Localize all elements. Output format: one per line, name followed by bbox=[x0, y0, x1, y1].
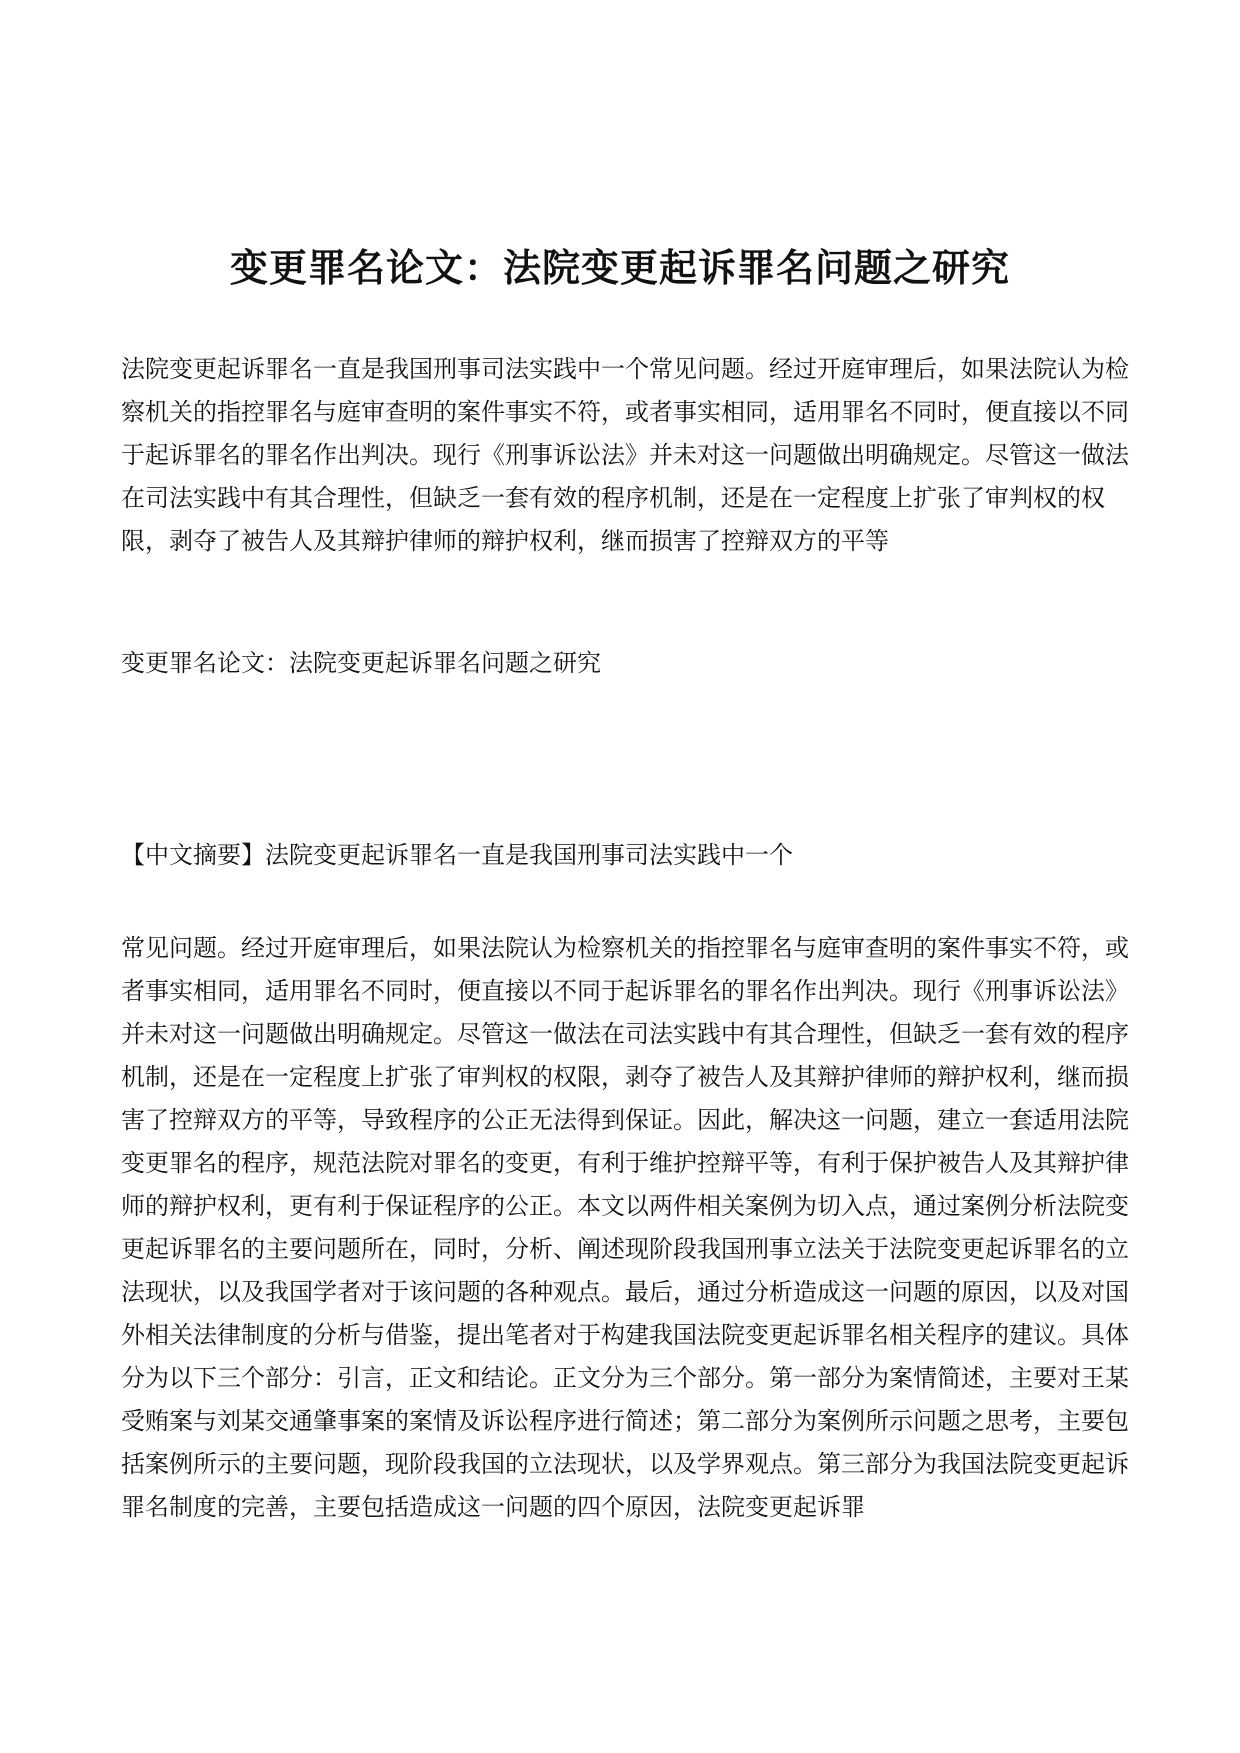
abstract-body-paragraph: 常见问题。经过开庭审理后，如果法院认为检察机关的指控罪名与庭审查明的案件事实不符，或者事实相同，适用罪名不同时，便直接以不同于起诉罪名的罪名作出判决。现行《刑事诉讼法》并未对这一问题做出明确规定。尽管这一做法在司法实践中有其合理性，但缺乏一套有效的程序机制，还是在一定程度上扩张了审判权的权限，剥夺了被告人及其辩护律师的辩护权利，继而损害了控辩双方的平等，导致程序的公正无法得到保证。因此，解决这一问题，建立一套适用法院变更罪名的程序，规范法院对罪名的变更，有利于维护控辩平等，有利于保护被告人及其辩护律师的辩护权利，更有利于保证程序的公正。本文以两件相关案例为切入点，通过案例分析法院变更起诉罪名的主要问题所在，同时，分析、阐述现阶段我国刑事立法关于法院变更起诉罪名的立法现状，以及我国学者对于该问题的各种观点。最后，通过分析造成这一问题的原因，以及对国外相关法律制度的分析与借鉴，提出笔者对于构建我国法院变更起诉罪名相关程序的建议。具体分为以下三个部分：引言，正文和结论。正文分为三个部分。第一部分为案情简述，主要对王某受贿案与刘某交通肇事案的案情及诉讼程序进行简述；第二部分为案例所示问题之思考，主要包括案例所示的主要问题，现阶段我国的立法现状，以及学界观点。第三部分为我国法院变更起诉罪名制度的完善，主要包括造成这一问题的四个原因，法院变更起诉罪 bbox=[121, 934, 1129, 1521]
repeated-title-paragraph: 变更罪名论文：法院变更起诉罪名问题之研究 bbox=[121, 649, 601, 677]
document-title: 变更罪名论文：法院变更起诉罪名问题之研究 bbox=[229, 245, 1010, 291]
intro-paragraph: 法院变更起诉罪名一直是我国刑事司法实践中一个常见问题。经过开庭审理后，如果法院认为检察机关的指控罪名与庭审查明的案件事实不符，或者事实相同，适用罪名不同时，便直接以不同于起诉罪名的罪名作出判决。现行《刑事诉讼法》并未对这一问题做出明确规定。尽管这一做法在司法实践中有其合理性，但缺乏一套有效的程序机制，还是在一定程度上扩张了审判权的权限，剥夺了被告人及其辩护律师的辩护权利，继而损害了控辩双方的平等 bbox=[121, 355, 1129, 555]
abstract-heading-paragraph: 【中文摘要】法院变更起诉罪名一直是我国刑事司法实践中一个 bbox=[121, 841, 793, 869]
